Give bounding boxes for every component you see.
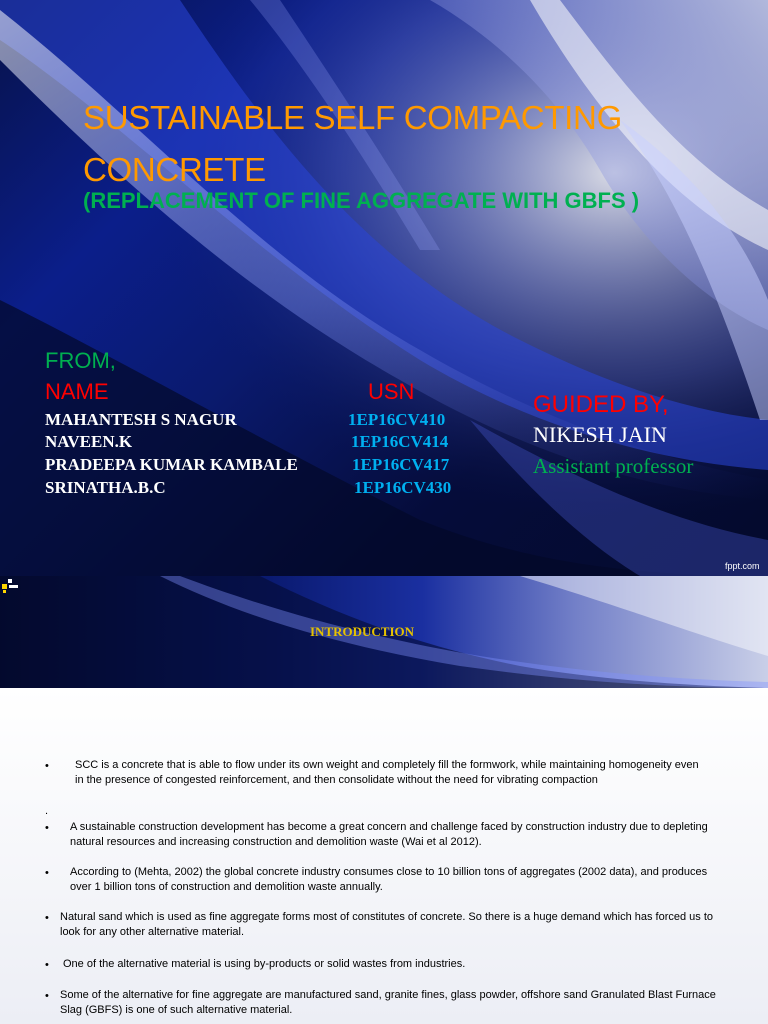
student-usn: 1EP16CV430	[354, 478, 452, 497]
bullet-text: Some of the alternative for fine aggregate are manufactured sand, granite fines, glass powder, offshore sand Granulated Blast Furnace Slag (GBFS) is one of such alternative material.	[60, 989, 716, 1016]
slide-subtitle: (REPLACEMENT OF FINE AGGREGATE WITH GBFS )	[83, 188, 640, 213]
guide-name: NIKESH JAIN	[533, 422, 667, 447]
stray-dot: .	[45, 805, 49, 817]
bullet-marker: •	[45, 867, 49, 879]
student-name: NAVEEN.K	[45, 432, 133, 451]
bullet-text: SCC is a concrete that is able to flow under its own weight and completely fill the formwork, while maintaining homogeneity even in the presence of congested reinforcement, and then consolidate without the need for vibrating compaction	[75, 759, 699, 786]
usn-header: USN	[368, 379, 415, 404]
bullet-marker: •	[45, 822, 49, 834]
student-name: SRINATHA.B.C	[45, 478, 166, 497]
name-header: NAME	[45, 379, 109, 404]
introduction-slide	[0, 576, 768, 1024]
bullet-text: One of the alternative material is using by-products or solid wastes from industries.	[63, 958, 466, 970]
bullet-text: According to (Mehta, 2002) the global concrete industry consumes close to 10 billion tons of aggregates (2002 data), and produces over 1 billion tons of construction and demolition waste annually.	[70, 866, 708, 893]
bullet-marker: •	[45, 912, 49, 924]
bullet-text: Natural sand which is used as fine aggregate forms most of constitutes of concrete. So there is a huge demand which has forced us to look for any other alternative material.	[60, 911, 714, 938]
guide-role: Assistant professor	[533, 454, 694, 478]
guided-by-label: GUIDED BY,	[533, 391, 669, 418]
student-usn: 1EP16CV417	[352, 455, 450, 474]
from-label: FROM,	[45, 348, 116, 373]
student-name: MAHANTESH S NAGUR	[45, 410, 237, 429]
section-heading: INTRODUCTION	[310, 624, 415, 639]
slide-title: SUSTAINABLE SELF COMPACTING CONCRETE	[83, 99, 622, 188]
student-usn: 1EP16CV414	[351, 432, 449, 451]
square-dots-icon	[0, 576, 20, 594]
bullet-text: A sustainable construction development has become a great concern and challenge faced by construction industry due to depleting natural resources and increasing construction and demolition waste (Wai et al 2012).	[70, 821, 708, 848]
bullet-marker: •	[45, 990, 49, 1002]
student-usn: 1EP16CV410	[348, 410, 446, 429]
header-banner	[0, 576, 768, 688]
student-name: PRADEEPA KUMAR KAMBALE	[45, 455, 298, 474]
bullet-marker: •	[45, 959, 49, 971]
watermark: fppt.com	[725, 561, 760, 571]
bullet-area	[0, 688, 768, 1024]
bullet-marker: •	[45, 760, 49, 772]
